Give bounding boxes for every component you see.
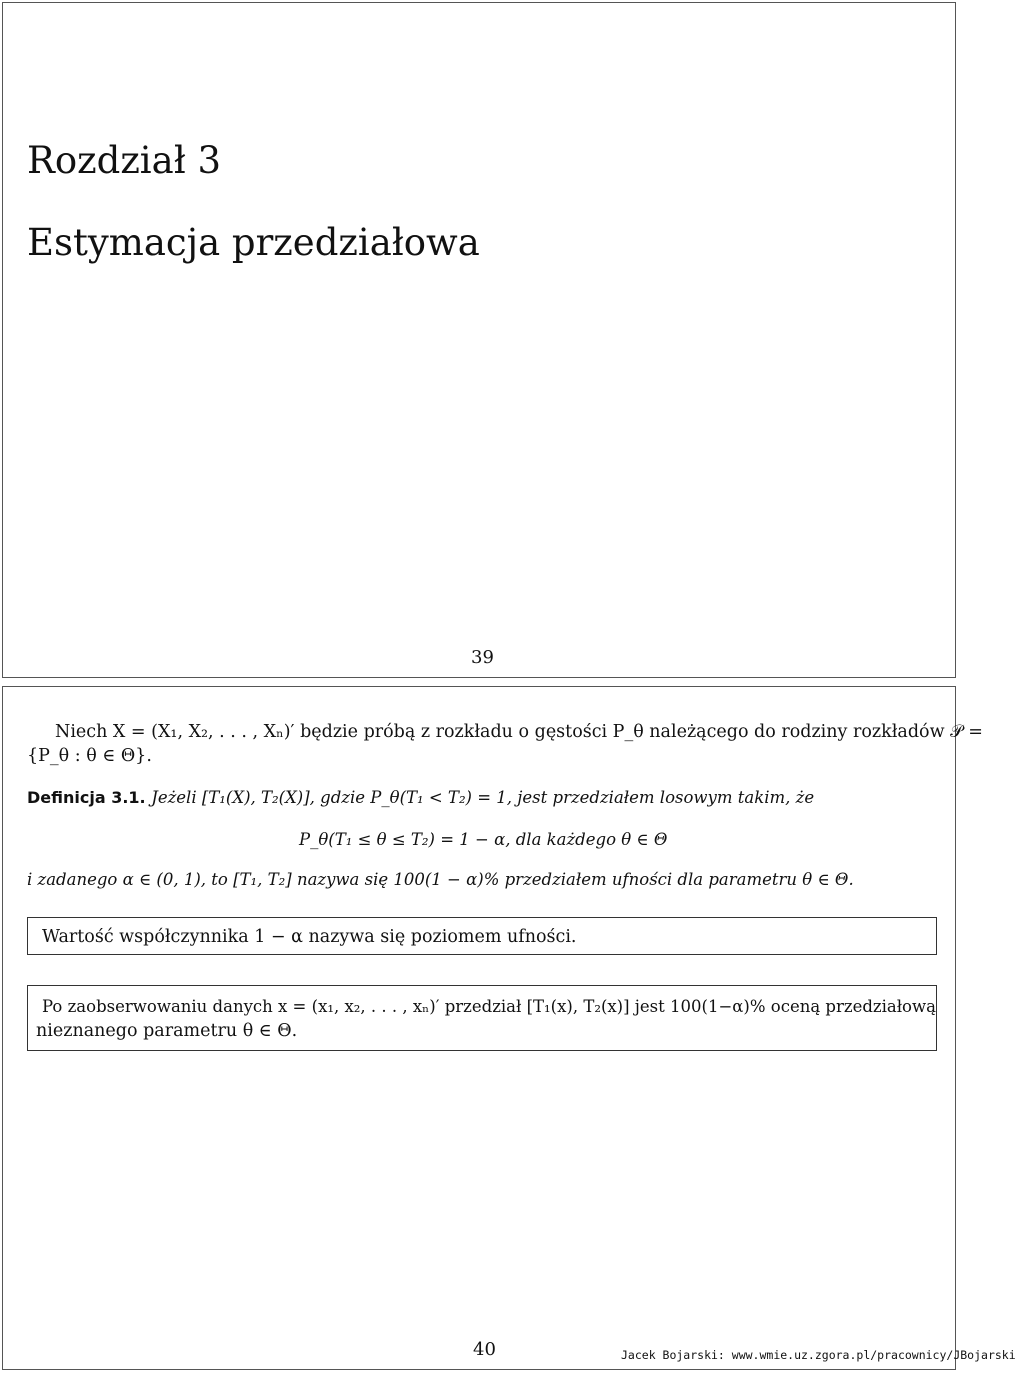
definition-label: Definicja 3.1. [27,788,146,807]
definition-text: Jeżeli [T₁(X), T₂(X)], gdzie P_θ(T₁ < T₂) = 1, jest przedziałem losowym takim, że [151,788,815,807]
formula: P_θ(T₁ ≤ θ ≤ T₂) = 1 − α, dla każdego θ ∈ Θ [299,830,668,849]
interval-estimate-line-2: nieznanego parametru θ ∈ Θ. [36,1021,298,1041]
interval-estimate-box [27,985,937,1051]
chapter-label: Rozdział 3 [27,139,221,182]
page-number: 39 [471,647,494,668]
definition-continuation: i zadanego α ∈ (0, 1), to [T₁, T₂] nazywa się 100(1 − α)% przedziałem ufności dla parametru θ ∈ Θ. [27,870,854,889]
intro-line-2: {P_θ : θ ∈ Θ}. [27,746,152,766]
intro-line-1: Niech X = (X₁, X₂, . . . , Xₙ)′ będzie próbą z rozkładu o gęstości P_θ należącego do rodziny rozkładów 𝒫 = [55,722,983,742]
page-40 [2,686,1016,1370]
interval-estimate-line-1: Po zaobserwowaniu danych x = (x₁, x₂, . . . , xₙ)′ przedział [T₁(x), T₂(x)] jest 100(1−α)% oceną przedziałową [42,997,936,1016]
author-footer: Jacek Bojarski: www.wmie.uz.zgora.pl/pracownicy/JBojarski [621,1348,1016,1362]
definition [27,787,814,809]
page-39 [2,2,956,678]
chapter-title: Estymacja przedziałowa [27,221,480,264]
page-number: 40 [473,1339,496,1360]
confidence-level-box [27,917,937,955]
confidence-level-text: Wartość współczynnika 1 − α nazywa się poziomem ufności. [42,927,577,947]
